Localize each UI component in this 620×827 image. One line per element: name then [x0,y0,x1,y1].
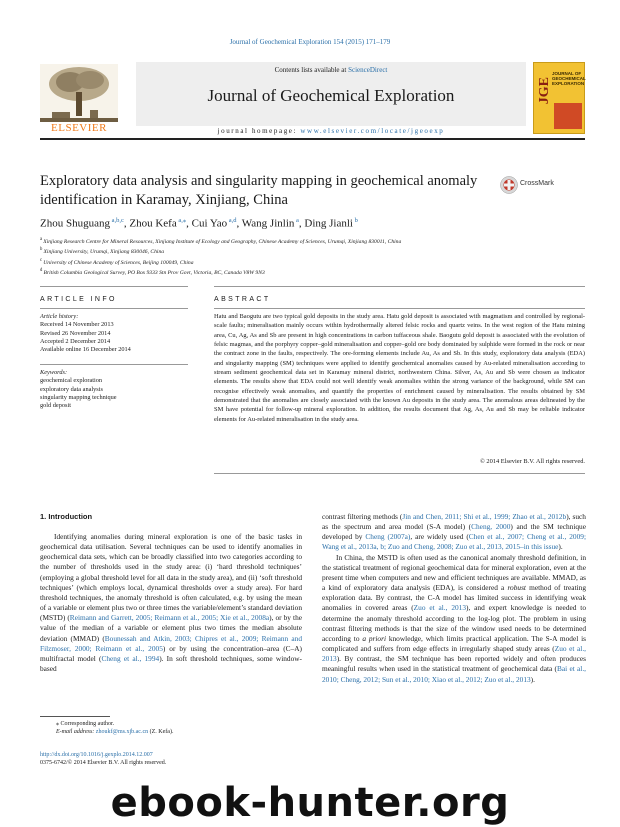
body-text: ), such as the spectrum and area model (S-A model) ( [322,512,586,532]
author-affiliation-marker[interactable]: b [353,217,358,224]
affiliation-marker: b [40,247,44,253]
body-text: ), or by the value of the median of a variable or element plus two times the median absolute deviation (MMAD) ( [40,613,302,643]
keyword-item: gold deposit [40,402,71,410]
email-label: E-mail address: [56,729,96,736]
author-name[interactable]: Wang Jinlin [241,217,295,230]
keyword-item: singularity mapping technique [40,393,117,401]
journal-name: Journal of Geochemical Exploration [207,86,455,105]
corresponding-author-footnote [56,720,306,737]
abstract-text: Hatu and Baogutu are two typical gold deposits in the study area. Hatu gold deposit is associated with magmatism and controlled by regional-scale faults; mineralisation mainly occurs within hydrothermally altered felsic rocks and quartz veins. In the west region of the Hatu mining area, Cu, Ag, As and Sb are present in high concentrations in carbon tuffaceous shale. Baogutu gold deposit is associated with the evolution of felsic magmas, and the porphyry copper–gold mineralisation and copper–gold ore body dominated by sulphide were formed in the rock or near the contract zone in the faults, respectively. The ore-forming elements include Au, As and Sb. In this study, exploratory data analysis (EDA) and singularity mapping (SM) techniques were applied to identify geochemical anomalies caused by Au-related mineralisation according to stream sediment geochemical data set in Karamay mineral district, northwestern China. Silver, As, Au and Sb were chosen as indicator elements. The results show that EDA could not well identify weak anomalies within the strong variance of the background, while SM can recognise effectively weak anomalies, and quantify the properties of enrichment caused by mineralisation. The results obtained by SM demonstrated that the anomalies are closely associated with the known Au deposits in the study area. The anomalous areas delineated by the SM have potential for follow-up mineral exploration. In addition, the results document that Ag, As, Au and Sb may be reliable indicator elements for Au-related mineralisation in the study area. [214,313,585,423]
affiliation-marker: c [40,257,44,263]
citation-link[interactable]: Jin and Chen, 2011; Shi et al., 1999; Zhao et al., 2012b [402,512,567,521]
history-online: Available online 16 December 2014 [40,346,131,354]
body-text: knowledge, which limits practical application. The S-A model is complicated and suffers from edge effects in irregularly shaped study areas ( [322,633,586,654]
article-title: Exploratory data analysis and singularity mapping in geochemical anomaly identification in Karamay, Xinjiang, China [40,173,478,208]
body-text: robust [507,583,526,593]
affiliation-item [40,236,585,246]
citation-link[interactable]: Zuo et al., 2013 [413,603,467,613]
affiliation-list [40,236,585,277]
history-revised: Revised 26 November 2014 [40,329,111,337]
footnote-label: Corresponding author. [60,721,115,727]
homepage-link[interactable]: www.elsevier.com/locate/jgeoexp [300,127,445,135]
contents-prefix: Contents lists available at [274,66,349,74]
article-info-heading: ARTICLE INFO [40,296,117,303]
author-affiliation-marker[interactable]: a,d [227,217,237,224]
body-text: ) or by using the concentration–area (C–A) multifractal model ( [40,643,302,663]
email-link[interactable]: zhoukf@ms.xjb.ac.cn [95,729,149,736]
email-suffix: (Z. Kefa). [148,729,174,736]
elsevier-logo[interactable] [40,64,118,136]
author-affiliation-marker[interactable]: a,b,c [109,217,124,224]
abstract-mid-rule [214,308,585,309]
author-name[interactable]: Cui Yao [191,217,228,230]
author-separator: , [123,217,130,230]
body-text: ). [530,674,535,684]
doi-link[interactable]: http://dx.doi.org/10.1016/j.gexplo.2014.12.007 [40,752,153,758]
journal-citation[interactable]: Journal of Geochemical Exploration 154 (2015) 171–179 [229,38,391,46]
crossmark-label: CrossMark [520,180,554,187]
affiliation-text: University of Chinese Academy of Sciences, Beijing 100049, China [43,259,194,266]
citation-link[interactable]: Chen et al., 2007; Cheng et al., 2009; Wang et al., 2013a, b; Zuo and Cheng, 2008; Zuo et al., 2013, 2015–in this issue [322,532,586,552]
homepage-prefix: journal homepage: [217,127,301,135]
article-info-top-rule [40,286,188,287]
crossmark-badge[interactable] [500,176,590,194]
author-name[interactable]: Zhou Shuguang [40,217,110,230]
doi-block [40,751,300,768]
body-text: method of treating exploration data. By contrast, the C-A model has limited success in identifying weak anomalies in covered areas ( [322,583,586,613]
citation-link[interactable]: Cheng et al., 1994 [101,653,160,663]
body-text: ). In soft threshold techniques, some window-based [40,653,302,674]
cover-title: JOURNAL OF GEOCHEMICAL EXPLORATION [552,71,586,86]
author-name[interactable]: Zhou Kefa [129,217,177,230]
abstract-heading: ABSTRACT [214,296,271,303]
author-separator: , [186,217,192,230]
body-text: , are widely used ( [410,532,469,542]
abstract-copyright: © 2014 Elsevier B.V. All rights reserved. [479,458,585,465]
body-text: a priori [362,633,386,643]
intro-paragraph-continued [322,512,586,553]
affiliation-item [40,257,585,267]
citation-link[interactable]: Reimann and Garrett, 2005; Reimann et al., 2005; Xie et al., 2008a [69,613,270,623]
header-divider [40,138,585,140]
keywords-rule [40,364,188,365]
elsevier-tree-icon [40,64,118,122]
affiliation-text: Xinjiang Research Centre for Mineral Resources, Xinjiang Institute of Ecology and Geography, Chinese Academy of Sciences, Urumqi, Xinjiang 830011, China [43,238,402,245]
cover-image [554,103,582,129]
keywords-label: Keywords: [40,369,68,376]
author-separator: , [298,217,305,230]
citation-link[interactable]: Bounessah and Atkin, 2003; Chipres et al., 2009; Reimann and Filzmoser, 2000; Reimann et al., 2005 [40,633,302,653]
author-affiliation-marker[interactable]: a [294,217,299,224]
abstract-bottom-rule [214,473,585,474]
crossmark-icon [500,176,518,194]
history-label: Article history: [40,313,79,320]
watermark-text: ebook-hunter.org [110,780,510,826]
keyword-item: geochemical exploration [40,377,103,385]
footnote-marker: ⁎ [56,721,59,727]
author-name[interactable]: Ding Jianli [304,217,353,230]
footnote-rule [40,716,110,717]
body-text: ). [558,542,563,552]
body-text: contrast filtering methods ( [322,512,403,521]
body-text: ). By contrast, the SM technique has been reported widely and often produces meaningful results when used in the statistical treatment of geochemical data ( [322,654,586,674]
body-text: Identifying anomalies during mineral exploration is one of the basic tasks in geochemical data utilisation. Several techniques can be used to identify anomalies in geochemical data sets, which can be broadly classified into two categories according to the number of thresholds used in the study area: (i) ‘hard threshold techniques’ (employing a global threshold level for all data in the study area), and (ii) ‘soft threshold techniques’ (which employs local, dynamical thresholds over a study area). For hard threshold techniques, the anomaly threshold is often calculated, e.g. by using the mean of a variable or element plus two or three times the variable/element’s standard deviation (MSTD) ( [40,532,302,623]
affiliation-marker: d [40,267,44,273]
body-text: ), and expert knowledge is needed to determine the anomaly threshold according to the log-log plot. The problem in using contrast filtering methods is that the size of the window used needs to be determined according to [322,603,586,643]
rights-line: 0375-6742/© 2014 Elsevier B.V. All rights reserved. [40,760,167,767]
body-right-column [322,512,586,685]
author-list [40,216,585,230]
affiliation-text: Xinjiang University, Urumqi, Xinjiang 830046, China [43,249,165,256]
history-accepted: Accepted 2 December 2014 [40,337,111,345]
intro-paragraph-2 [322,553,586,685]
journal-cover-thumbnail[interactable] [533,62,585,134]
keywords [40,369,190,410]
abstract-top-rule [214,286,585,287]
citation-link[interactable]: Cheng, 2000 [471,522,511,532]
citation-link[interactable]: Cheng (2007a) [365,532,411,542]
elsevier-wordmark: ELSEVIER [51,122,107,134]
affiliation-item [40,267,585,277]
article-info-mid-rule [40,308,188,309]
author-separator: , [236,217,242,230]
keyword-item: exploratory data analysis [40,385,103,393]
affiliation-text: British Columbia Geological Survey, PO Box 9333 Stn Prov Govt, Victoria, BC, Canada V8W 9N3 [43,269,265,276]
journal-homepage-line [136,127,526,135]
cover-abbrev: JGE [537,77,552,105]
citation-link[interactable]: Bai et al., 2010; Cheng, 2012; Sun et al., 2010; Xiao et al., 2012; Zuo et al., 2013 [322,664,586,684]
body-text: In China, the MSTD is often used as the canonical anomaly threshold definition, in the statistical treatment of regional geochemical data for mineral exploration, even at the present time when computers and new and efficient techniques are available. MMAD, as a kind of exploratory data analysis (EDA), is considered a [322,552,586,593]
author-affiliation-marker[interactable]: a,⁎ [176,217,187,224]
sciencedirect-link[interactable]: ScienceDirect [348,66,388,74]
history-received: Received 14 November 2013 [40,321,114,329]
body-left-column [40,532,302,674]
affiliation-marker: a [40,237,44,242]
citation-link[interactable]: Zuo et al., 2013 [322,644,586,664]
section-heading-introduction: 1. Introduction [40,512,93,521]
article-history [40,313,190,354]
contents-available-line [136,66,526,74]
intro-paragraph-1 [40,532,302,674]
body-text: ) and the SM technique developed by [322,522,586,542]
affiliation-item [40,246,585,256]
